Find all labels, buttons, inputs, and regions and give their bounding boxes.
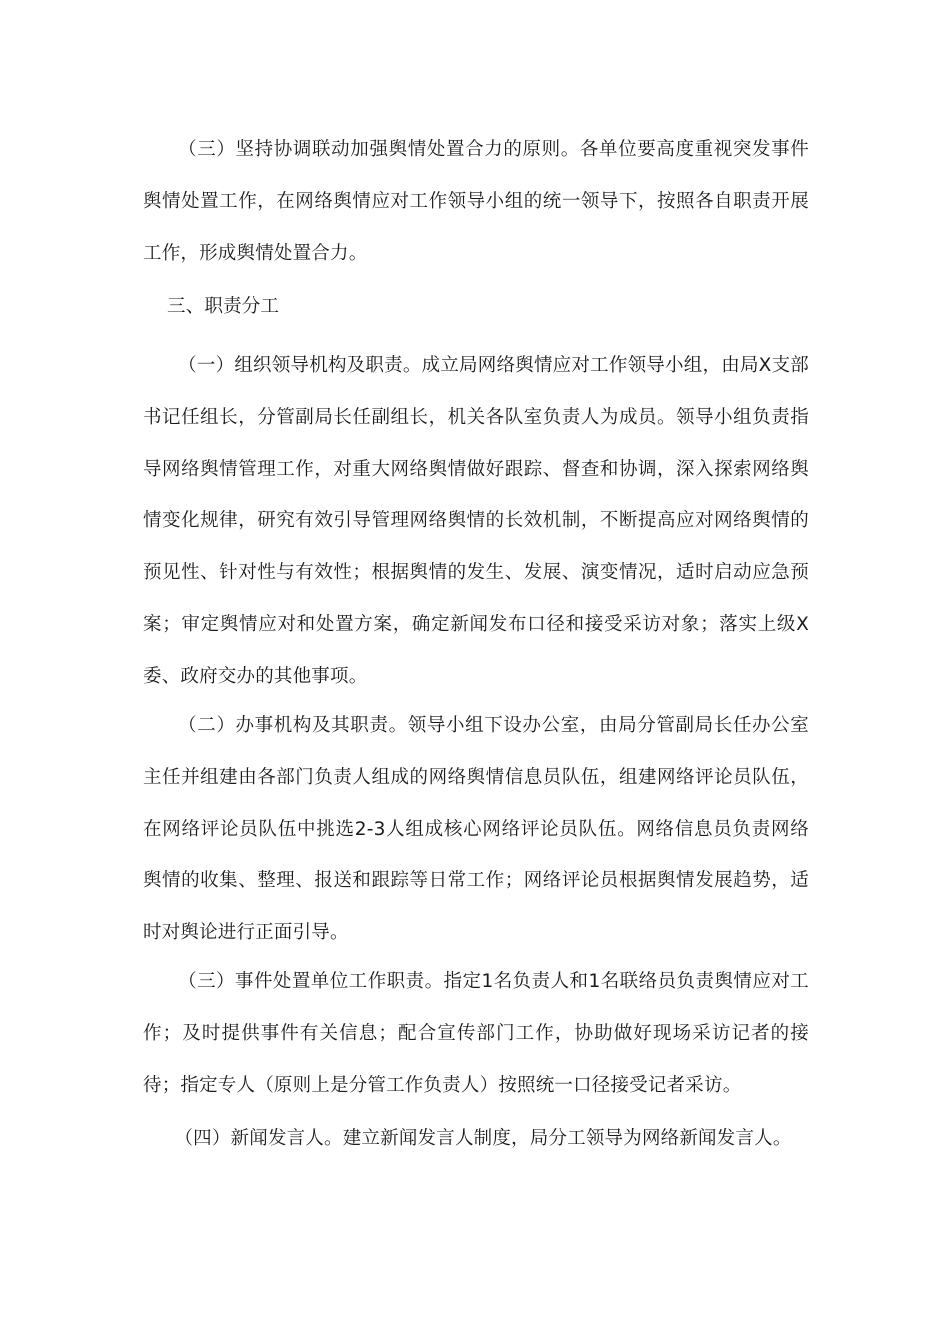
paragraph-principle-three: （三）坚持协调联动加强舆情处置合力的原则。各单位要高度重视突发事件舆情处置工作，在网络舆情应对工作领导小组的统一领导下，按照各自职责开展工作，形成舆情处置合力。 <box>143 139 809 264</box>
paragraph-incident-unit-duties: （三）事件处置单位工作职责。指定1名负责人和1名联络员负责舆情应对工作；及时提供事件有关信息；配合宣传部门工作，协助做好现场采访记者的接待；指定专人（原则上是分管工作负责人）按照统一口径接受记者采访。 <box>143 971 809 1096</box>
paragraph-office-organization: （二）办事机构及其职责。领导小组下设办公室，由局分管副局长任办公室主任并组建由各部门负责人组成的网络舆情信息员队伍，组建网络评论员队伍，在网络评论员队伍中挑选2-3人组成核心网络评论员队伍。网络信息员负责网络舆情的收集、整理、报送和跟踪等日常工作；网络评论员根据舆情发展趋势，适时对舆论进行正面引导。 <box>143 715 809 944</box>
paragraph-spokesperson: （四）新闻发言人。建立新闻发言人制度，局分工领导为网络新闻发言人。 <box>174 1128 792 1149</box>
section-heading-duties: 三、职责分工 <box>167 296 280 317</box>
paragraph-leadership-organization: （一）组织领导机构及职责。成立局网络舆情应对工作领导小组，由局X支部书记任组长，分管副局长任副组长，机关各队室负责人为成员。领导小组负责指导网络舆情管理工作，对重大网络舆情做好跟踪、督查和协调，深入探索网络舆情变化规律，研究有效引导管理网络舆情的长效机制，不断提高应对网络舆情的预见性、针对性与有效性；根据舆情的发生、发展、演变情况，适时启动应急预案；审定舆情应对和处置方案，确定新闻发布口径和接受采访对象；落实上级X委、政府交办的其他事项。 <box>143 355 809 687</box>
